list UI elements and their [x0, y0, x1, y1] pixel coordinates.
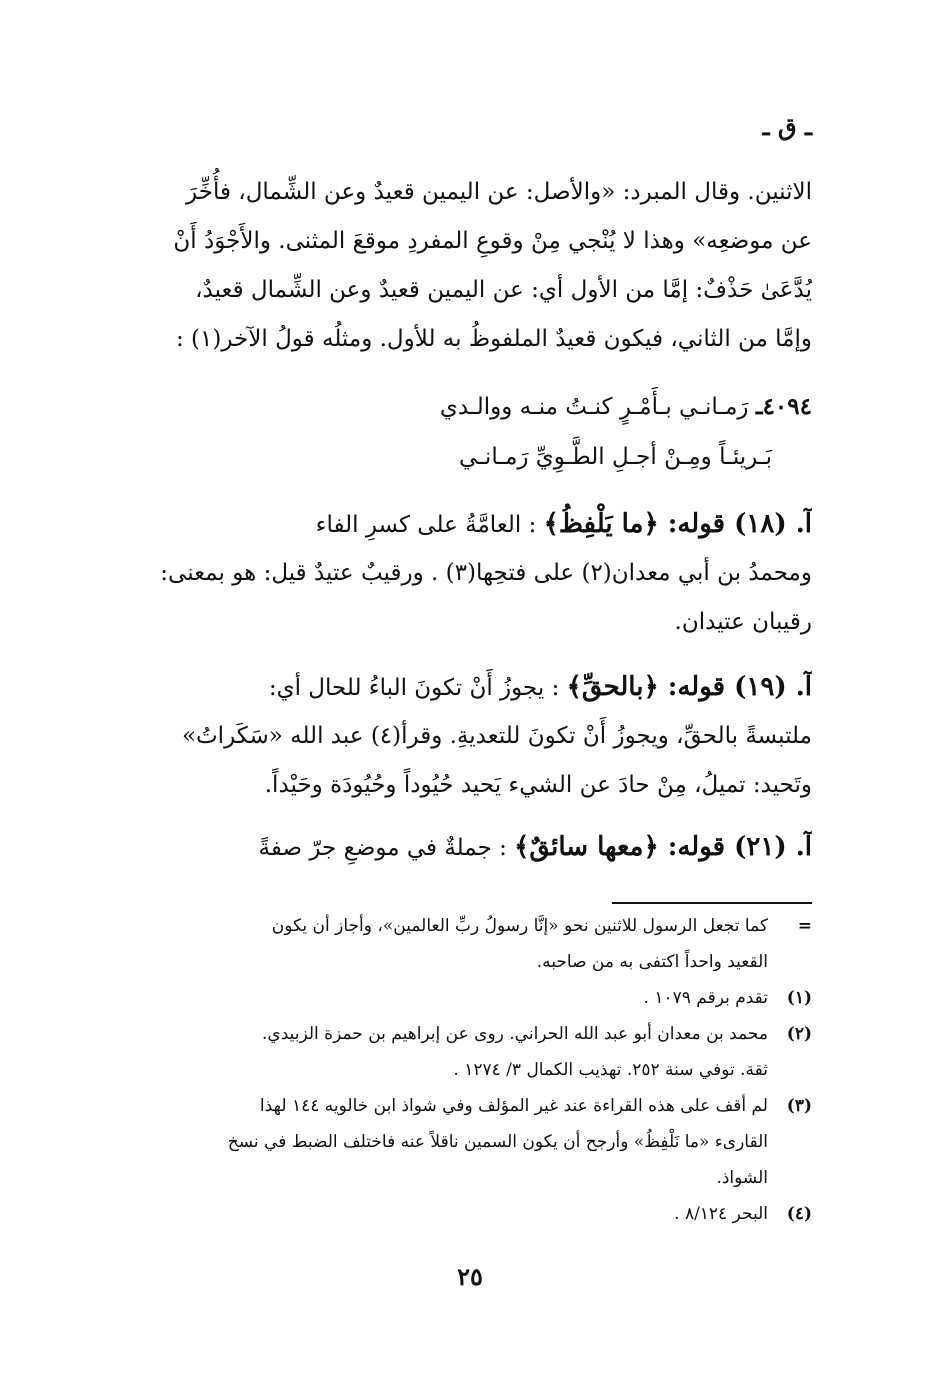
footnote-line: لم أقف على هذه القراءة عند غير المؤلف وفي شواذ ابن خالويه ١٤٤ لهذا [259, 1096, 768, 1116]
footnote-mark: = [797, 916, 812, 936]
text-line: وإمَّا من الثاني، فيكون قعيدٌ الملفوظُ به للأول. ومثلُه قولُ الآخر(١) : [175, 326, 812, 352]
footnote-1 [128, 980, 812, 1016]
poem-verse [128, 382, 812, 482]
text-line: عن موضعِه» وهذا لا يُنْجي مِنْ وقوعِ المفردِ موقعَ المثنى. والأَجْوَدُ أَنْ [173, 228, 812, 254]
footnote-line: القارىء «ما نَلْفِظُ» وأرجح أن يكون السمين ناقلاً عنه فاختلف الضبط في نسخ [227, 1132, 768, 1152]
paragraph-verse-21 [128, 823, 812, 872]
footnotes [128, 908, 812, 1232]
text-line [128, 663, 812, 712]
footnote-mark: (٣) [786, 1096, 812, 1116]
verse-lead: آ. (٢١) قوله: ﴿معها سائقٌ﴾ [514, 832, 812, 862]
footnote-line: محمد بن معدان أبو عبد الله الحراني. روى عن إبراهيم بن حمزة الزبيدي. [262, 1024, 768, 1044]
running-header: ـ ق ـ [762, 112, 812, 141]
text-line: الاثنين. وقال المبرد: «والأصل: عن اليمين قعيدٌ وعن الشِّمال، فأُخِّرَ [186, 179, 812, 205]
paragraph-continuation [128, 168, 812, 364]
text-fragment: : العامَّةُ على كسرِ الفاء [315, 512, 537, 538]
verse-second-hemistich: بَـريئـاً ومِـنْ أجـلِ الطَّـوِيِّ رَمـانـي [459, 444, 772, 470]
verse-lead: آ. (١٨) قوله: ﴿ما يَلْفِظُ﴾ [543, 509, 812, 539]
verse-lead: آ. (١٩) قوله: ﴿بالحقِّ﴾ [566, 672, 812, 702]
footnote-line: ثقة. توفي سنة ٢٥٢. تهذيب الكمال ٣/ ١٢٧٤ . [453, 1060, 768, 1080]
paragraph-verse-19 [128, 663, 812, 810]
text-line: يُدَّعَىٰ حَذْفٌ: إمَّا من الأول أي: عن اليمين قعيدٌ وعن الشِّمال قعيدٌ، [195, 277, 812, 303]
verse-first-hemistich [128, 382, 812, 432]
footnote-3 [128, 1088, 812, 1196]
text-fragment: : يجوزُ أَنْ تكونَ الباءُ للحال أي: [268, 675, 560, 701]
text-line: ملتبسةً بالحقِّ، ويجوزُ أَنْ تكونَ للتعديةِ. وقرأ(٤) عبد الله «سَكَراتُ» [181, 723, 812, 749]
footnote-2 [128, 1016, 812, 1088]
footnote-continued [128, 908, 812, 980]
footnote-line: القعيد واحداً اكتفى به من صاحبه. [536, 952, 768, 972]
text-line [128, 823, 812, 872]
footnote-4 [128, 1196, 812, 1232]
paragraph-verse-18 [128, 500, 812, 647]
footnote-line: تقدم برقم ١٠٧٩ . [643, 988, 768, 1008]
text-line: ومحمدُ بن أبي معدان(٢) على فتحِها(٣) . ورقيبٌ عتيدٌ قيل: هو بمعنى: [160, 560, 812, 586]
text-fragment: : جملةٌ في موضعِ جرّ صفةً [258, 835, 507, 861]
text-line: وتَحيد: تميلُ، مِنْ حادَ عن الشيء يَحيد حُيُوداً وحُيُودَة وحَيْداً. [264, 772, 812, 798]
footnote-line: كما تجعل الرسول للاثنين نحو «إنَّا رسولُ ربِّ العالمين»، وأجاز أن يكون [271, 916, 768, 936]
text-line: رقيبان عتيدان. [674, 609, 812, 635]
footnote-mark: (٤) [786, 1204, 812, 1224]
page-number: ٢٥ [457, 1262, 483, 1291]
footnote-mark: (٢) [786, 1024, 812, 1044]
verse-text-1: رَمـانـي بـأَمْـرٍ كنـتُ منـه ووالـدي [439, 394, 749, 420]
footnote-line: البحر ٨/١٢٤ . [674, 1204, 768, 1224]
verse-number: ٤٠٩٤ـ [755, 393, 812, 420]
footnote-mark: (١) [786, 988, 812, 1008]
footnote-divider [612, 902, 812, 904]
text-line [128, 500, 812, 549]
footnote-line: الشواذ. [716, 1168, 768, 1188]
